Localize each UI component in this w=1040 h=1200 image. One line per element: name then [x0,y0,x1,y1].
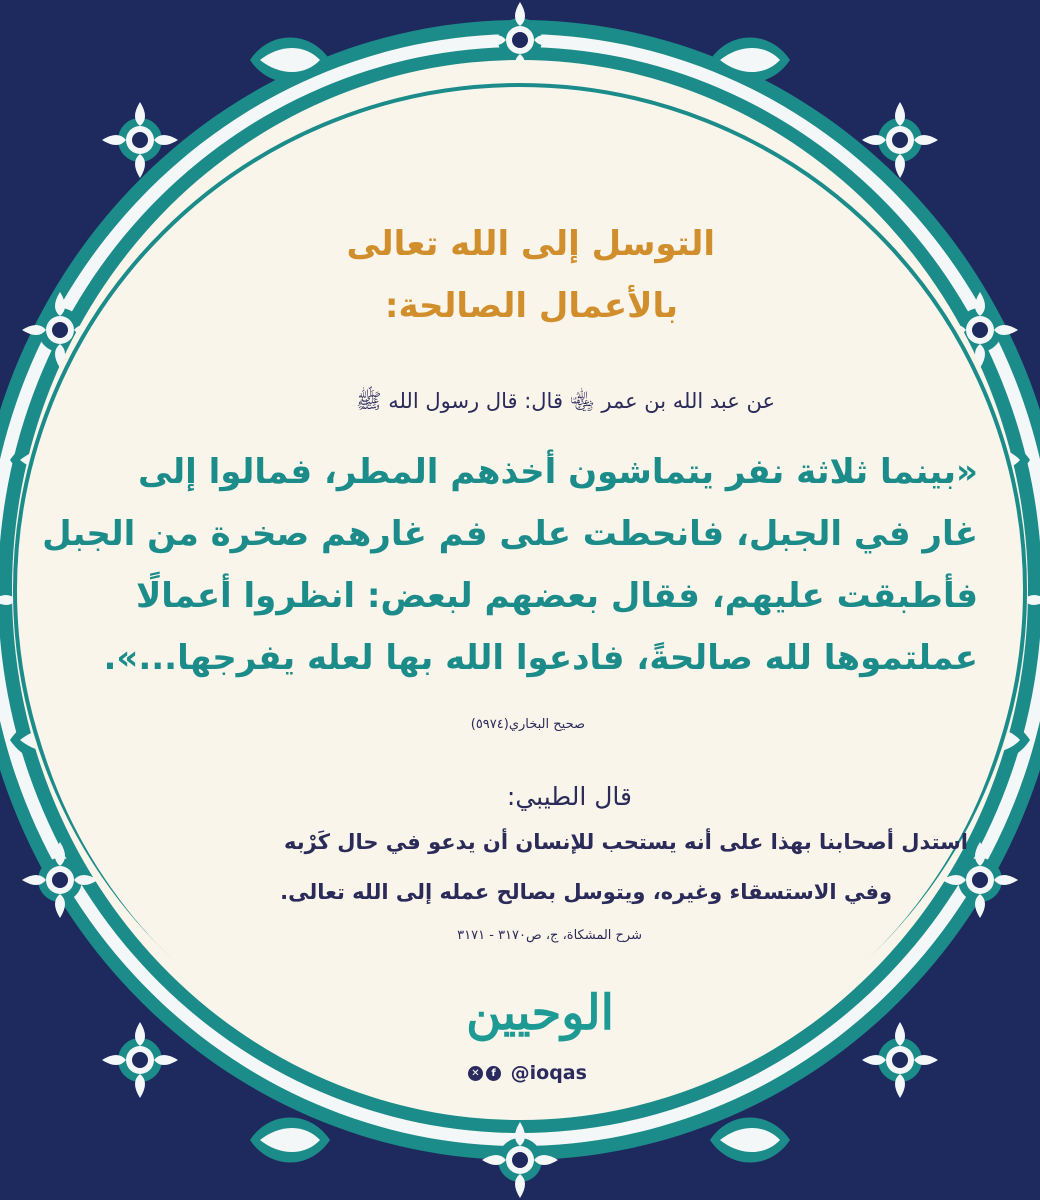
commentary-line-1: استدل أصحابنا بهذا على أنه يستحب للإنسان أن يدعو في حال كَرْبه [284,830,968,854]
commentary-speaker: قال الطيبي: [506,782,632,811]
hadith-line-4: عملتموها لله صالحةً، فادعوا الله بها لعله يفرجها...». [103,638,978,678]
social-handle[interactable]: @ioqas [510,1062,587,1084]
title-line-2: بالأعمال الصالحة: [384,286,678,326]
commentary-reference: شرح المشكاة، ج، ص٣١٧٠ - ٣١٧١ [457,928,642,943]
brand-logo: الوحيين [466,985,614,1041]
commentary-line-2: وفي الاستسقاء وغيره، ويتوسل بصالح عمله إلى الله تعالى. [280,880,892,904]
narrator-line: عن عبد الله بن عمر ﵄ قال: قال رسول الله ﷺ [356,389,775,413]
hadith-source: صحيح البخاري(٥٩٧٤) [470,717,585,732]
title-line-1: التوسل إلى الله تعالى [346,224,715,264]
hadith-line-1: «بينما ثلاثة نفر يتماشون أخذهم المطر، فمالوا إلى [137,452,978,492]
facebook-icon[interactable]: f [486,1066,501,1081]
hadith-line-3: فأطبقت عليهم، فقال بعضهم لبعض: انظروا أعمالًا [135,576,978,616]
hadith-line-2: غار في الجبل، فانحطت على فم غارهم صخرة من الجبل [42,514,978,554]
social-handle-row [468,1062,587,1084]
x-icon[interactable]: ✕ [468,1066,483,1081]
